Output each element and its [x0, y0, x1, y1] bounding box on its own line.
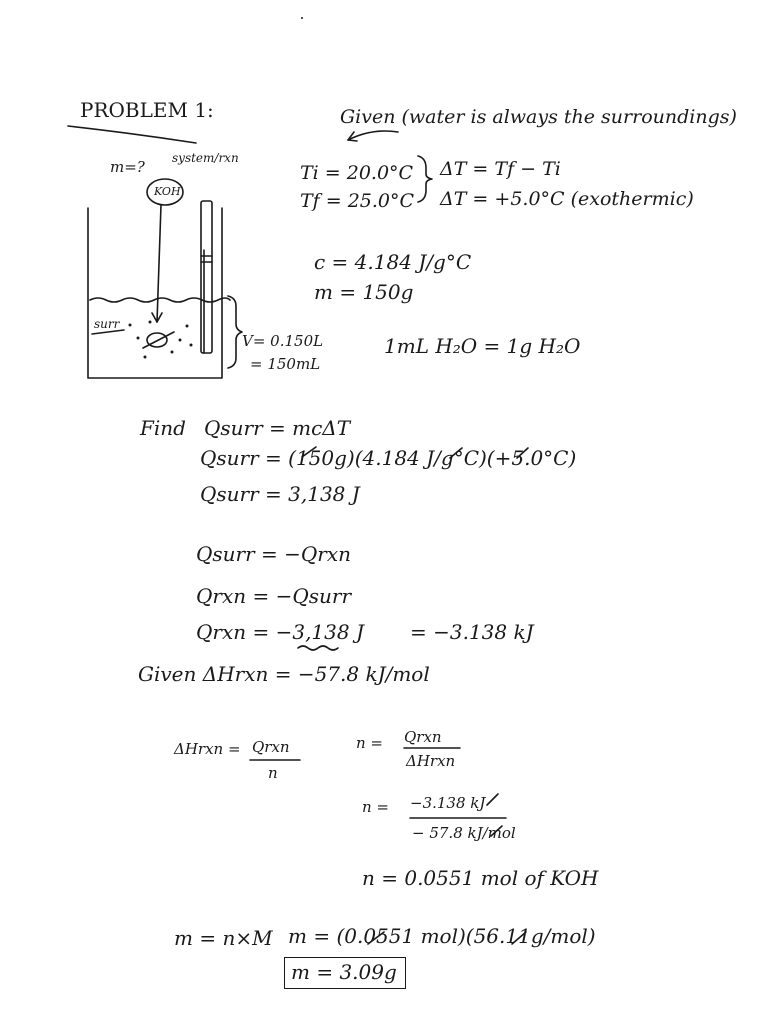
final-temp: Tf = 25.0°C: [300, 190, 415, 212]
mass-substitution: m = (0.0551 mol)(56.11g/mol): [288, 924, 596, 948]
problem-title: PROBLEM 1:: [80, 98, 214, 122]
specific-heat: c = 4.184 J/g°C: [314, 250, 472, 274]
temp-brace: [418, 156, 432, 202]
moles-equation-left: n =: [356, 734, 383, 752]
mass-water: m = 150g: [314, 280, 414, 304]
water-surface: [90, 298, 230, 302]
find-label: Find: [140, 416, 186, 440]
density-conversion: 1mL H₂O = 1g H₂O: [384, 334, 581, 358]
koh-arrow: [157, 205, 161, 322]
delta-t-formula: ΔT = Tf − Ti: [440, 158, 561, 180]
title-underline: [68, 126, 196, 143]
qrxn-kilojoules: = −3.138 kJ: [410, 620, 534, 644]
mass-formula: m = n×M: [174, 926, 273, 950]
koh-label: KOH: [154, 185, 181, 198]
qrxn-joules: Qrxn = −3,138 J: [196, 620, 364, 644]
moles-result: n = 0.0551 mol of KOH: [362, 866, 599, 890]
moles-sub-denominator: − 57.8 kJ/mol: [412, 824, 516, 842]
qsurr-substitution: Qsurr = (150g)(4.184 J/g°C)(+5.0°C): [200, 446, 577, 470]
moles-sub-left: n =: [362, 798, 389, 816]
qsurr-result: Qsurr = 3,138 J: [200, 482, 360, 506]
enthalpy-equation-left: ΔHrxn =: [174, 740, 241, 758]
moles-equation-denominator: ΔHrxn: [406, 752, 456, 770]
given-arrow: [348, 131, 398, 140]
moles-sub-numerator: −3.138 kJ: [410, 794, 486, 812]
surroundings-label: surr: [94, 317, 120, 331]
moles-equation-numerator: Qrxn: [404, 728, 442, 746]
given-enthalpy: Given ΔHrxn = −57.8 kJ/mol: [138, 662, 430, 686]
volume-brace: [228, 296, 242, 368]
final-answer-box: m = 3.09g: [284, 957, 406, 989]
delta-t-value: ΔT = +5.0°C (exothermic): [440, 188, 694, 210]
enthalpy-equation-denominator: n: [268, 764, 278, 782]
qrxn-qsurr-relation: Qrxn = −Qsurr: [196, 584, 352, 608]
qsurr-qrxn-relation: Qsurr = −Qrxn: [196, 542, 352, 566]
system-label: system/rxn: [172, 151, 239, 165]
enthalpy-equation-numerator: Qrxn: [252, 738, 290, 756]
volume-line-2: = 150mL: [250, 355, 321, 373]
qsurr-formula: Qsurr = mcΔT: [204, 416, 351, 440]
volume-line-1: V= 0.150L: [242, 332, 324, 350]
thermometer: [201, 201, 212, 353]
unknown-mass-label: m=?: [110, 158, 145, 176]
initial-temp: Ti = 20.0°C: [300, 162, 414, 184]
given-header: Given (water is always the surroundings): [340, 106, 737, 128]
